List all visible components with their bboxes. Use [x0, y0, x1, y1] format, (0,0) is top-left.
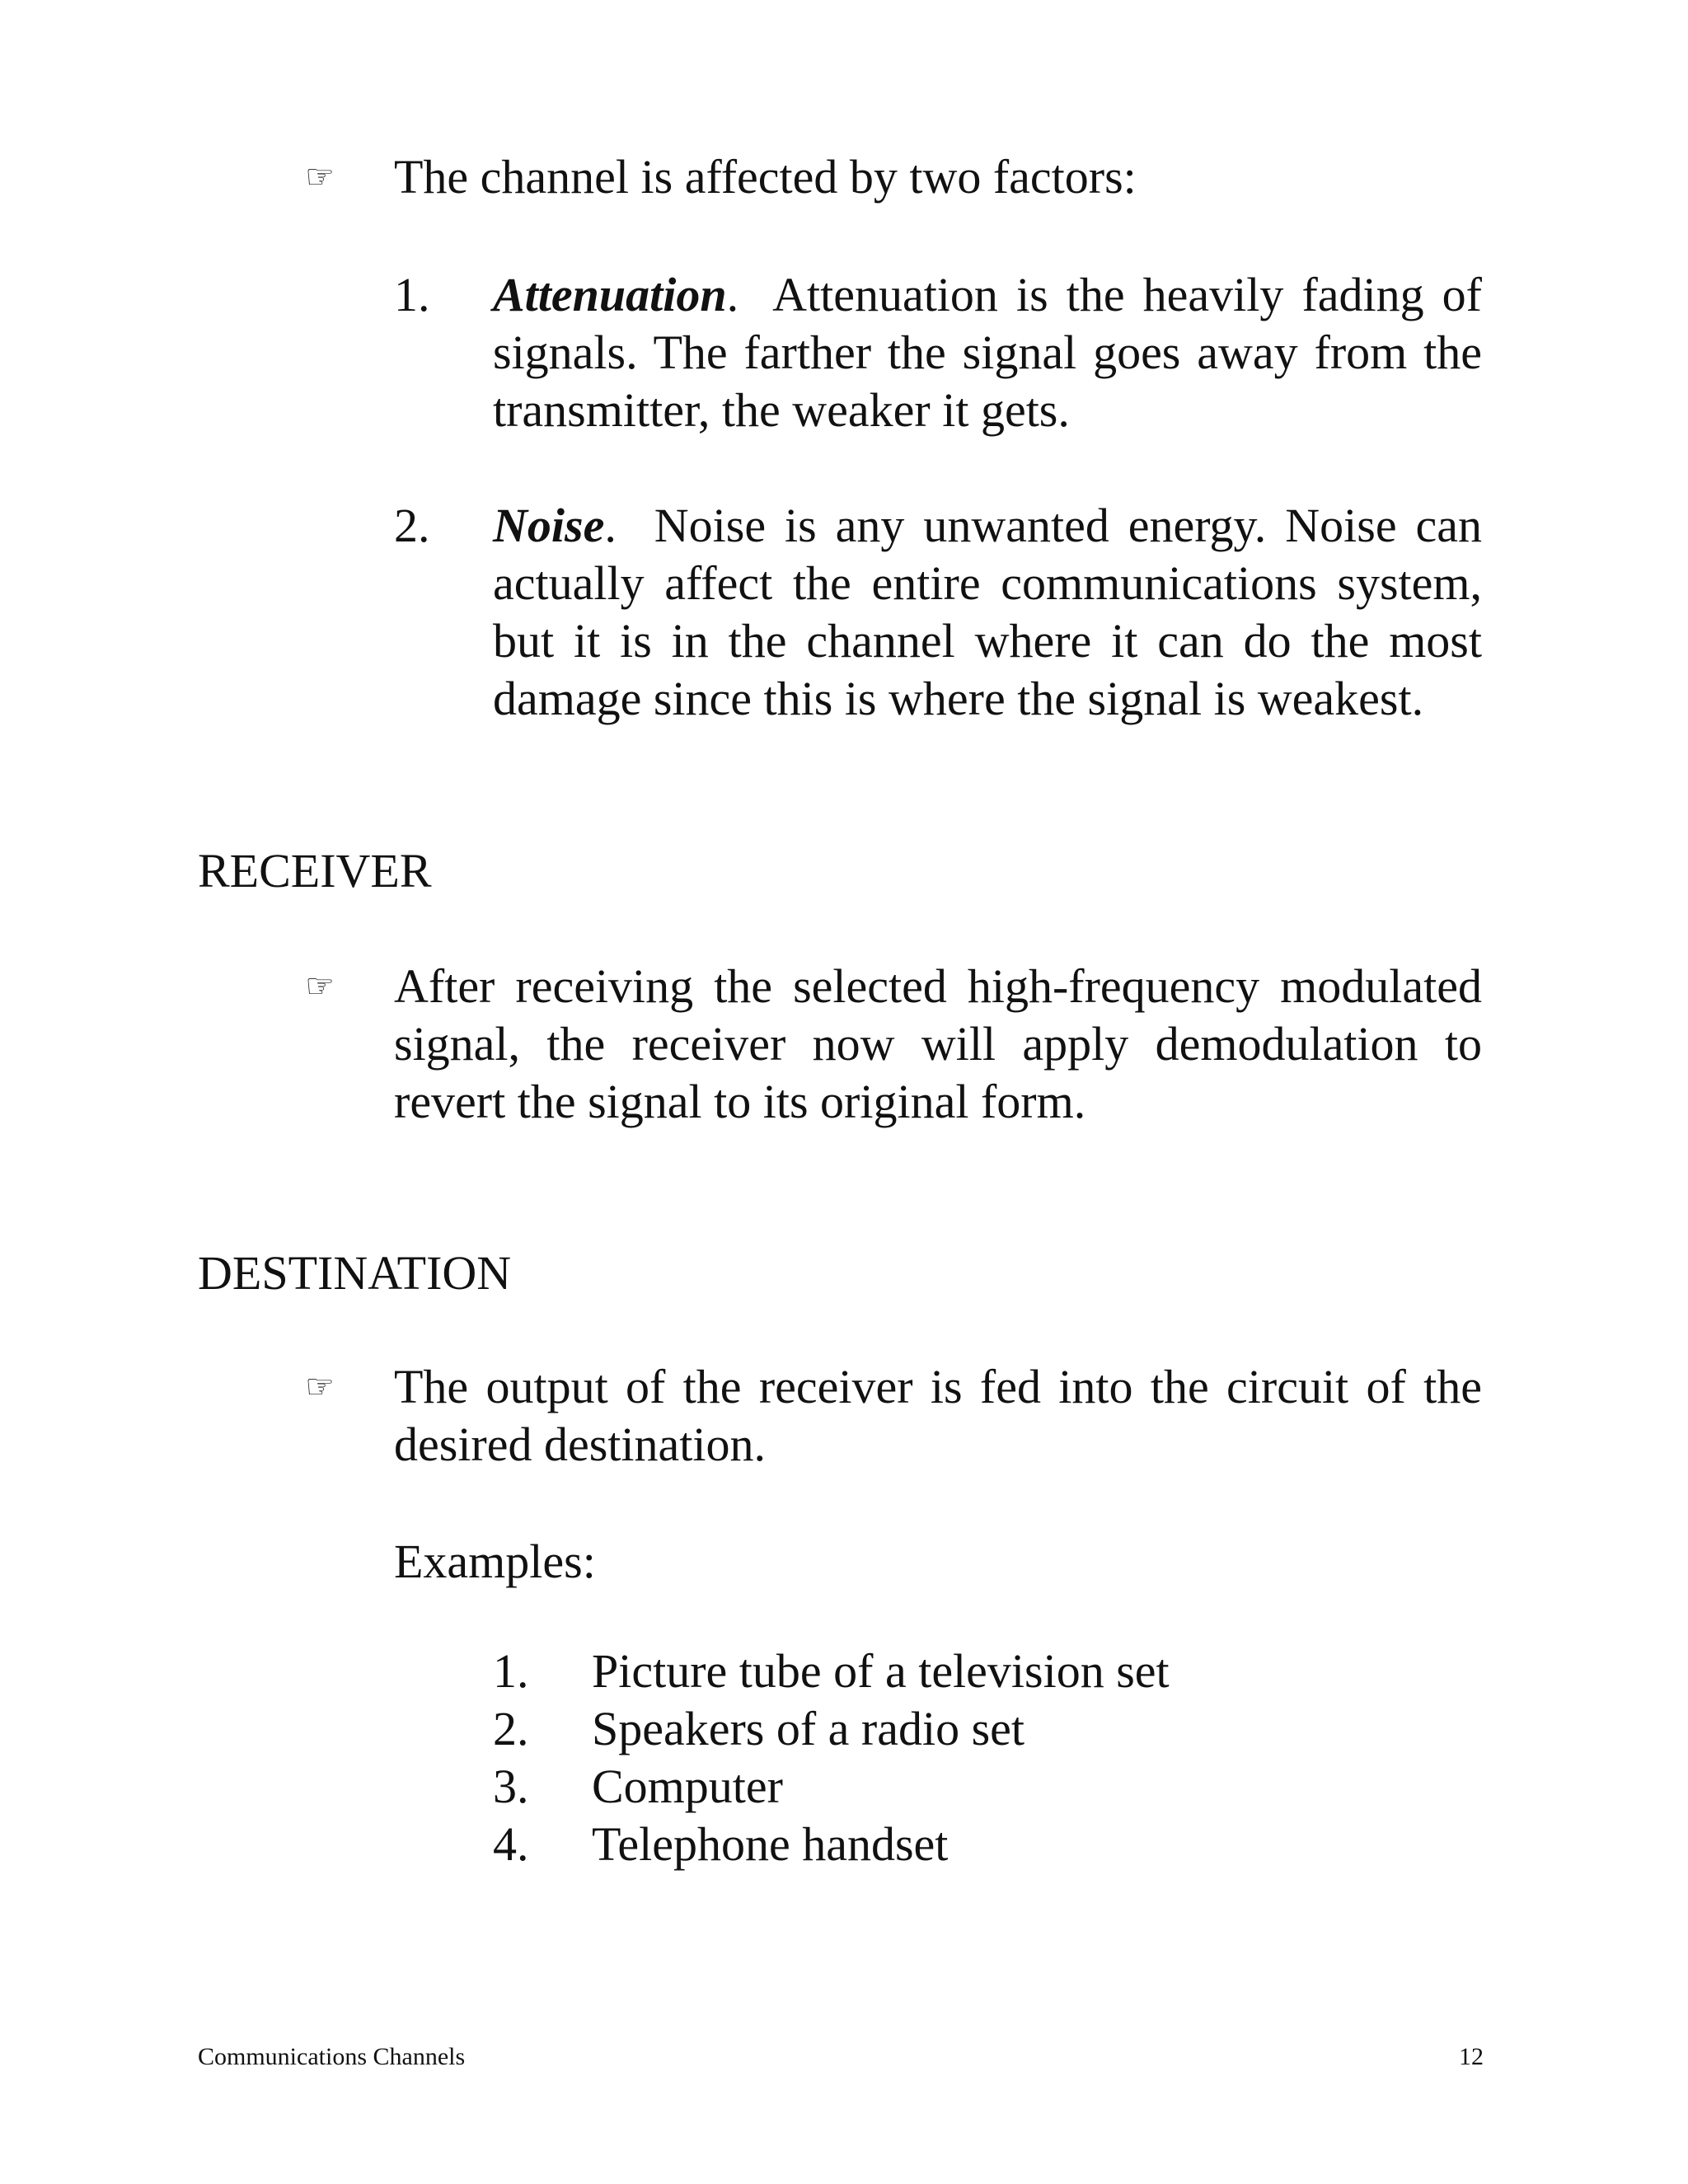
example-number: 2.: [493, 1702, 529, 1755]
example-number: 4.: [493, 1817, 529, 1871]
factor-noise: [493, 497, 1482, 728]
factor-description: Noise is any unwanted energy. Noise can actually affect the entire communications system, but it is in the channel where it can do the most damage since this is where the signal is weakest.: [493, 499, 1482, 725]
channel-intro: The channel is affected by two factors:: [394, 150, 1137, 204]
example-item: Speakers of a radio set: [592, 1702, 1025, 1755]
pointing-hand-icon: ☞: [305, 968, 335, 1005]
receiver-description: After receiving the selected high-frequency modulated signal, the receiver now will apply demodulation to revert the signal to its original form.: [394, 959, 1482, 1128]
destination-description: The output of the receiver is fed into the circuit of the desired destination.: [394, 1360, 1482, 1471]
example-item: Picture tube of a television set: [592, 1644, 1170, 1698]
example-number: 3.: [493, 1760, 529, 1813]
factor-number: 2.: [394, 499, 430, 552]
factor-term-punct: .: [726, 268, 739, 321]
example-number: 1.: [493, 1644, 529, 1698]
factor-number: 1.: [394, 268, 430, 321]
factor-term-punct: .: [604, 499, 617, 552]
examples-label: Examples:: [394, 1535, 596, 1588]
factor-term: Noise: [493, 499, 605, 552]
section-heading-destination: DESTINATION: [198, 1246, 512, 1300]
pointing-hand-icon: ☞: [305, 158, 335, 196]
factor-term: Attenuation: [493, 268, 727, 321]
pointing-hand-icon: ☞: [305, 1368, 335, 1406]
section-heading-receiver: RECEIVER: [198, 844, 432, 898]
example-item: Computer: [592, 1760, 783, 1813]
footer-title: Communications Channels: [198, 2043, 466, 2070]
factor-attenuation: [493, 266, 1482, 439]
factor-description: Attenuation is the heavily fading of signals. The farther the signal goes away from the transmitter, the weaker it gets.: [493, 268, 1482, 437]
example-item: Telephone handset: [592, 1817, 949, 1871]
page-number: 12: [1459, 2043, 1484, 2070]
